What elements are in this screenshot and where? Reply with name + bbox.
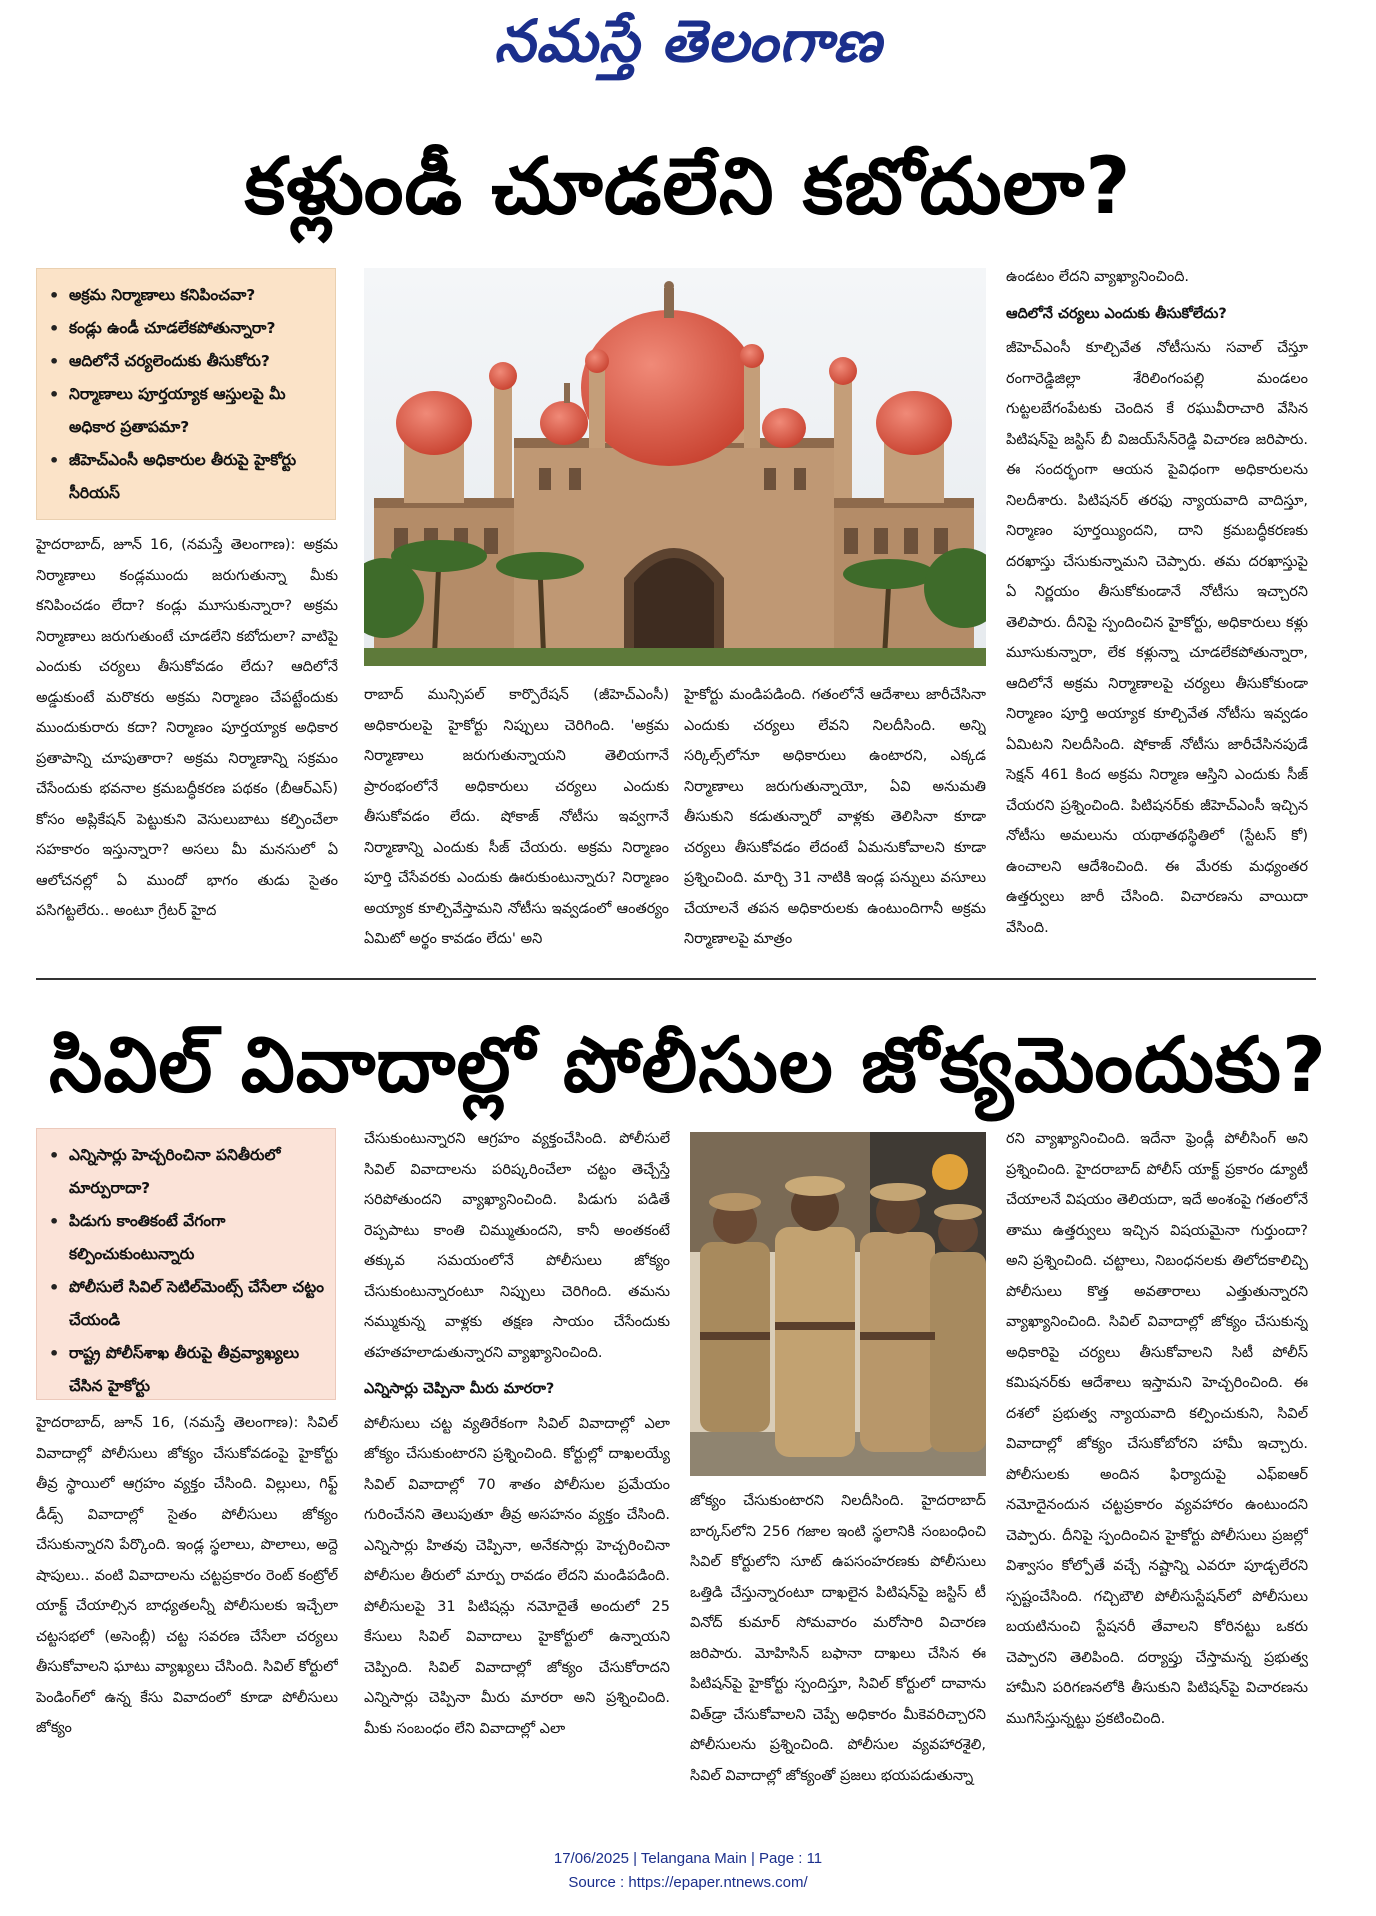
story2-column-1 — [36, 1408, 338, 1808]
page-footer-date: 17/06/2025 | Telangana Main | Page : 11 — [553, 1850, 823, 1867]
story1-col1-text: హైదరాబాద్, జూన్ 16, (నమస్తే తెలంగాణ): అక్రమ నిర్మాణాలు కండ్లముందు జరుగుతున్నా మీకు కనిపించడం లేదా? కండ్లు మూసుకున్నారా? అక్రమ నిర్మాణాలు జరుగుతుంటే చూడలేని కబోదులా? వాటిపై ఎందుకు చర్యలు తీసుకోవడం లేదు? ఆదిలోనే అడ్డుకుంటే మరొకరు అక్రమ నిర్మాణం చేపట్టేందుకు ముందుకురారు కదా? నిర్మాణం పూర్తయ్యాక అధికార ప్రతాపాన్ని చూపుతారా? అక్రమ నిర్మాణాన్ని సక్రమం చేసేందుకు భవనాల క్రమబద్ధీకరణ పథకం (బీఆర్ఎస్) కోసం అప్లికేషన్ పెట్టుకుని వెసులుబాటు కల్పించేలా సహకారం ఇస్తున్నారా? అసలు మీ మనసులో ఏ ఆలోచనల్లో ఏ ముందో భాగం తుడు సైతం పసిగట్టలేరు.. అంటూ గ్రేటర్ హైద — [36, 537, 338, 919]
bullet-icon: • — [49, 451, 60, 470]
bullet-icon: • — [49, 385, 60, 404]
police-illustration — [690, 1132, 986, 1476]
high-court-illustration — [364, 268, 986, 666]
story1-headline: కళ్లుండీ చూడలేని కబోదులా? — [244, 142, 1132, 232]
story2-column-2 — [364, 1124, 670, 1808]
story1-column-3 — [684, 680, 986, 970]
highlight-item: • పోలీసులే సివిల్ సెటిల్‌మెంట్స్ చేసేలా చట్టం చేయండి — [49, 1271, 325, 1337]
story1-col4-text: జీహెచ్ఎంసీ కూల్చివేత నోటీసును సవాల్ చేస్తూ రంగారెడ్డిజిల్లా శేరిలింగంపల్లి మండలం గుట్టలబేగంపేటకు చెందిన కే రఘువీరాచారి వేసిన పిటిషన్‌పై జస్టిస్ బీ విజయ్‌సేన్‌రెడ్డి విచారణ జరిపారు. ఈ సందర్భంగా ఆయన పైవిధంగా అధికారులను నిలదీశారు. పిటిషనర్ తరఫు న్యాయవాది వాదిస్తూ, నిర్మాణం పూర్తయ్యిందని, దాని క్రమబద్ధీకరణకు దరఖాస్తు చేసుకున్నామని చెప్పారు. తమ దరఖాస్తుపై ఏ నిర్ణయం తీసుకోకుండానే నోటీసు ఇచ్చారని తెలిపారు. దీనిపై స్పందించిన హైకోర్టు, అధికారులు కళ్లు మూసుకున్నారా, లేక కళ్లున్నా చూడలేకపోతున్నారా, ఆదిలోనే అక్రమ నిర్మాణాలపై చర్యలు తీసుకోకుండా నిర్మాణం పూర్తి అయ్యాక కూల్చివేత నోటీసు ఇవ్వడం ఏమిటని నిలదీసింది. షోకాజ్ నోటీసు జారీచేసినపుడే సెక్షన్ 461 కింద అక్రమ నిర్మాణ ఆస్తిని ఎందుకు సీజ్ చేయరని ప్రశ్నించింది. పిటిషనర్‌కు జీహెచ్ఎంసీ ఇచ్చిన నోటీసు అమలును యథాతథస్థితిలో (స్టేటస్ కో) ఉంచాలని ఆదేశించింది. ఈ మేరకు మధ్యంతర ఉత్తర్వులు జారీ చేసింది. విచారణను వాయిదా వేసింది. — [1006, 340, 1308, 936]
story2-col3-text: జోక్యం చేసుకుంటారని నిలదీసింది. హైదరాబాద్ బార్కస్‌లోని 256 గజాల ఇంటి స్థలానికి సంబంధించి సివిల్ కోర్టులోని సూట్ ఉపసంహరణకు పోలీసులు ఒత్తిడి చేస్తున్నారంటూ దాఖలైన పిటిషన్‌పై జస్టిస్ టీ వినోద్ కుమార్ సోమవారం మరోసారి విచారణ జరిపారు. మోహిసిన్ బఫానా దాఖలు చేసిన ఈ పిటిషన్‌పై హైకోర్టు స్పందిస్తూ, సివిల్ కోర్టులో దావాను విత్‌డ్రా చేసుకోవాలని చెప్పే అధికారం మీకెవరిచ్చారని పోలీసులను ప్రశ్నించింది. పోలీసుల వ్యవహారశైలి, సివిల్ వివాదాల్లో జోక్యంతో ప్రజలు భయపడుతున్నా — [690, 1493, 986, 1784]
bullet-icon: • — [49, 1212, 60, 1231]
bullet-icon: • — [49, 1344, 60, 1363]
story2-col2-lead: చేసుకుంటున్నారని ఆగ్రహం వ్యక్తంచేసింది. పోలీసులే సివిల్ వివాదాలను పరిష్కరించేలా చట్టం తెచ్చేస్తే సరిపోతుందని వ్యాఖ్యానించింది. పిడుగు పడితే రెప్పపాటు కాంతి చిమ్ముతుందని, కానీ అంతకంటే తక్కువ సమయంలోనే పోలీసులు జోక్యం చేసుకుంటున్నారంటూ నిప్పులు చెరిగింది. తమను నమ్ముకున్న వాళ్లకు తక్షణ సాయం చేసేందుకు తహతహలాడుతున్నారని వ్యాఖ్యానించింది. — [364, 1131, 670, 1361]
high-court-photo — [364, 268, 986, 666]
story1-column-4 — [1006, 262, 1308, 972]
story2-col1-text: హైదరాబాద్, జూన్ 16, (నమస్తే తెలంగాణ): సివిల్ వివాదాల్లో పోలీసులు జోక్యం చేసుకోవడంపై హైకోర్టు తీవ్ర స్థాయిలో ఆగ్రహం వ్యక్తం చేసింది. విల్లులు, గిఫ్ట్ డీడ్స్ వివాదాల్లో సైతం పోలీసులు జోక్యం చేసుకున్నారని పేర్కొంది. ఇండ్ల స్థలాలు, పొలాలు, అద్దె షాపులు.. వంటి వివాదాలను చట్టప్రకారం రెంట్ కంట్రోల్ యాక్ట్ చేయాల్సిన బాధ్యతలన్నీ పోలీసులకు ఇచ్చేలా చట్టసభలో (అసెంబ్లీ) చట్ట సవరణ చేసేలా చర్యలు తీసుకోవాలని ఘాటు వ్యాఖ్యలు చేసింది. సివిల్ కోర్టులో పెండింగ్‌లో ఉన్న కేసు వివాదంలో కూడా పోలీసులు జోక్యం — [36, 1415, 338, 1736]
story1-col2-text: రాబాద్ మున్సిపల్ కార్పొరేషన్ (జీహెచ్ఎంసీ) అధికారులపై హైకోర్టు నిప్పులు చెరిగింది. 'అక్రమ నిర్మాణాలు జరుగుతున్నాయని తెలియగానే ప్రారంభంలోనే అధికారులు చర్యలు ఎందుకు తీసుకోవడం లేదు. షోకాజ్ నోటీసు ఇవ్వగానే నిర్మాణాన్ని ఎందుకు సీజ్ చేయరు. అక్రమ నిర్మాణం పూర్తి చేసేవరకు ఎందుకు ఊరుకుంటున్నారు? నిర్మాణం అయ్యాక కూల్చివేస్తామని నోటీసు ఇవ్వడంలో ఆంతర్యం ఏమిటో అర్థం కావడం లేదు' అని — [364, 687, 669, 947]
highlight-item: • అక్రమ నిర్మాణాలు కనిపించవా? — [49, 279, 325, 312]
bullet-icon: • — [49, 352, 60, 371]
story-divider — [36, 978, 1316, 980]
story2-subheading: ఎన్నిసార్లు చెప్పినా మీరు మారరా? — [364, 1381, 555, 1397]
story2-column-3 — [690, 1486, 986, 1808]
bullet-icon: • — [49, 286, 60, 305]
story1-highlights-box — [36, 268, 336, 520]
highlight-item: • కండ్లు ఉండీ చూడలేకపోతున్నారా? — [49, 312, 325, 345]
bullet-icon: • — [49, 319, 60, 338]
highlight-item: • జీహెచ్ఎంసీ అధికారుల తీరుపై హైకోర్టు సీరియస్ — [49, 444, 325, 510]
bullet-icon: • — [49, 1278, 60, 1297]
masthead-logo: నమస్తే తెలంగాణ — [494, 7, 882, 75]
story1-subheading: ఆదిలోనే చర్యలు ఎందుకు తీసుకోలేదు? — [1006, 305, 1227, 322]
story2-col4-text: రని వ్యాఖ్యానించింది. ఇదేనా ఫ్రెండ్లీ పోలీసింగ్ అని ప్రశ్నించింది. హైదరాబాద్ పోలీస్ యాక్ట్ ప్రకారం డ్యూటీ చేయాలనే విషయం తెలియదా, ఇదే అంశంపై గతంలోనే తాము ఉత్తర్వులు ఇచ్చిన విషయమైనా గుర్తుందా? అని ప్రశ్నించింది. చట్టాలు, నిబంధనలకు తిలోదకాలిచ్చి పోలీసులు కొత్త అవతారాలు ఎత్తుతున్నారని వ్యాఖ్యానించింది. సివిల్ వివాదాల్లో జోక్యం చేసుకున్న అధికారిపై చర్యలు తీసుకోవాలని సిటీ పోలీస్ కమిషనర్‌కు ఆదేశాలు ఇస్తామని హెచ్చరించింది. ఈ దశలో ప్రభుత్వ న్యాయవాది కల్పించుకుని, సివిల్ వివాదాల్లో జోక్యం చేసుకోబోరని హామీ ఇచ్చారు. పోలీసులకు అందిన ఫిర్యాదుపై ఎఫ్ఐఆర్ నమోదైనందున చట్టప్రకారం వ్యవహారం ఉంటుందని చెప్పారు. దీనిపై స్పందించిన హైకోర్టు పోలీసులు ప్రజల్లో విశ్వాసం కోల్పోతే వచ్చే నష్టాన్ని ఎవరూ పూడ్చలేరని స్పష్టంచేసింది. గచ్చిబౌలి పోలీసుస్టేషన్‌లో పోలీసులు బయటినుంచి స్టేషనరీ తేవాలని కోరినట్టు ఒకరు చెప్పారని తెలిపింది. దర్యాప్తు చేస్తామన్న ప్రభుత్వ హామీని పరిగణనలోకి తీసుకుని పిటిషన్‌పై విచారణను ముగిసేస్తున్నట్టు ప్రకటించింది. — [1006, 1131, 1308, 1727]
story1-column-2 — [364, 680, 669, 970]
story1-col3-text: హైకోర్టు మండిపడింది. గతంలోనే ఆదేశాలు జారీచేసినా ఎందుకు చర్యలు లేవని నిలదీసింది. అన్ని సర్కిల్స్‌లోనూ అధికారులు ఉంటారని, ఎక్కడ నిర్మాణాలు జరుగుతున్నాయో, ఏవి అనుమతి తీసుకుని కడుతున్నారో వాళ్లకు తెలిసినా కూడా చర్యలు తీసుకోవడం లేదంటే ఏమనుకోవాలని కూడా ప్రశ్నించింది. మార్చి 31 నాటికి ఇండ్ల పన్నులు వసూలు చేయాలనే తపన అధికారులకు ఉంటుందిగానీ అక్రమ నిర్మాణాలపై మాత్రం — [684, 687, 986, 947]
highlight-item: • ఆదిలోనే చర్యలెందుకు తీసుకోరు? — [49, 345, 325, 378]
story2-column-4 — [1006, 1124, 1308, 1808]
police-photo — [690, 1132, 986, 1476]
story1-column-1 — [36, 530, 338, 970]
highlight-item: • రాష్ట్ర పోలీస్‌శాఖ తీరుపై తీవ్రవ్యాఖ్యలు చేసిన హైకోర్టు — [49, 1337, 325, 1403]
story1-col4-lead: ఉండటం లేదని వ్యాఖ్యానించింది. — [1006, 269, 1190, 285]
highlight-item: • ఎన్నిసార్లు హెచ్చరించినా పనితీరులో మార్పురాదా? — [49, 1139, 325, 1205]
highlight-item: • నిర్మాణాలు పూర్తయ్యాక ఆస్తులపై మీ అధికార ప్రతాపమా? — [49, 378, 325, 444]
bullet-icon: • — [49, 1146, 60, 1165]
page-footer-source: Source : https://epaper.ntnews.com/ — [568, 1874, 808, 1891]
story2-headline: సివిల్ వివాదాల్లో పోలీసుల జోక్యమెందుకు? — [49, 1020, 1327, 1109]
story2-col2-text: పోలీసులు చట్ట వ్యతిరేకంగా సివిల్ వివాదాల్లో ఎలా జోక్యం చేసుకుంటారని ప్రశ్నించింది. కోర్టుల్లో దాఖలయ్యే సివిల్ వివాదాల్లో 70 శాతం పోలీసుల ప్రమేయం గురించేనని తెలుపుతూ తీవ్ర అసహనం వ్యక్తం చేసింది. ఎన్నిసార్లు హితవు చెప్పినా, అనేకసార్లు హెచ్చరించినా పోలీసుల తీరులో మార్పు రావడం లేదని మండిపడింది. పోలీసులపై 31 పిటిషన్లు నమోదైతే అందులో 25 కేసులు సివిల్ వివాదాలు హైకోర్టులో ఉన్నాయని చెప్పింది. సివిల్ వివాదాల్లో జోక్యం చేసుకోరాదని ఎన్నిసార్లు చెప్పినా మీరు మారరా అని ప్రశ్నించింది. మీకు సంబంధం లేని వివాదాల్లో ఎలా — [364, 1415, 670, 1737]
highlight-item: • పిడుగు కాంతికంటే వేగంగా కల్పించుకుంటున్నారు — [49, 1205, 325, 1271]
story2-highlights-box — [36, 1128, 336, 1400]
